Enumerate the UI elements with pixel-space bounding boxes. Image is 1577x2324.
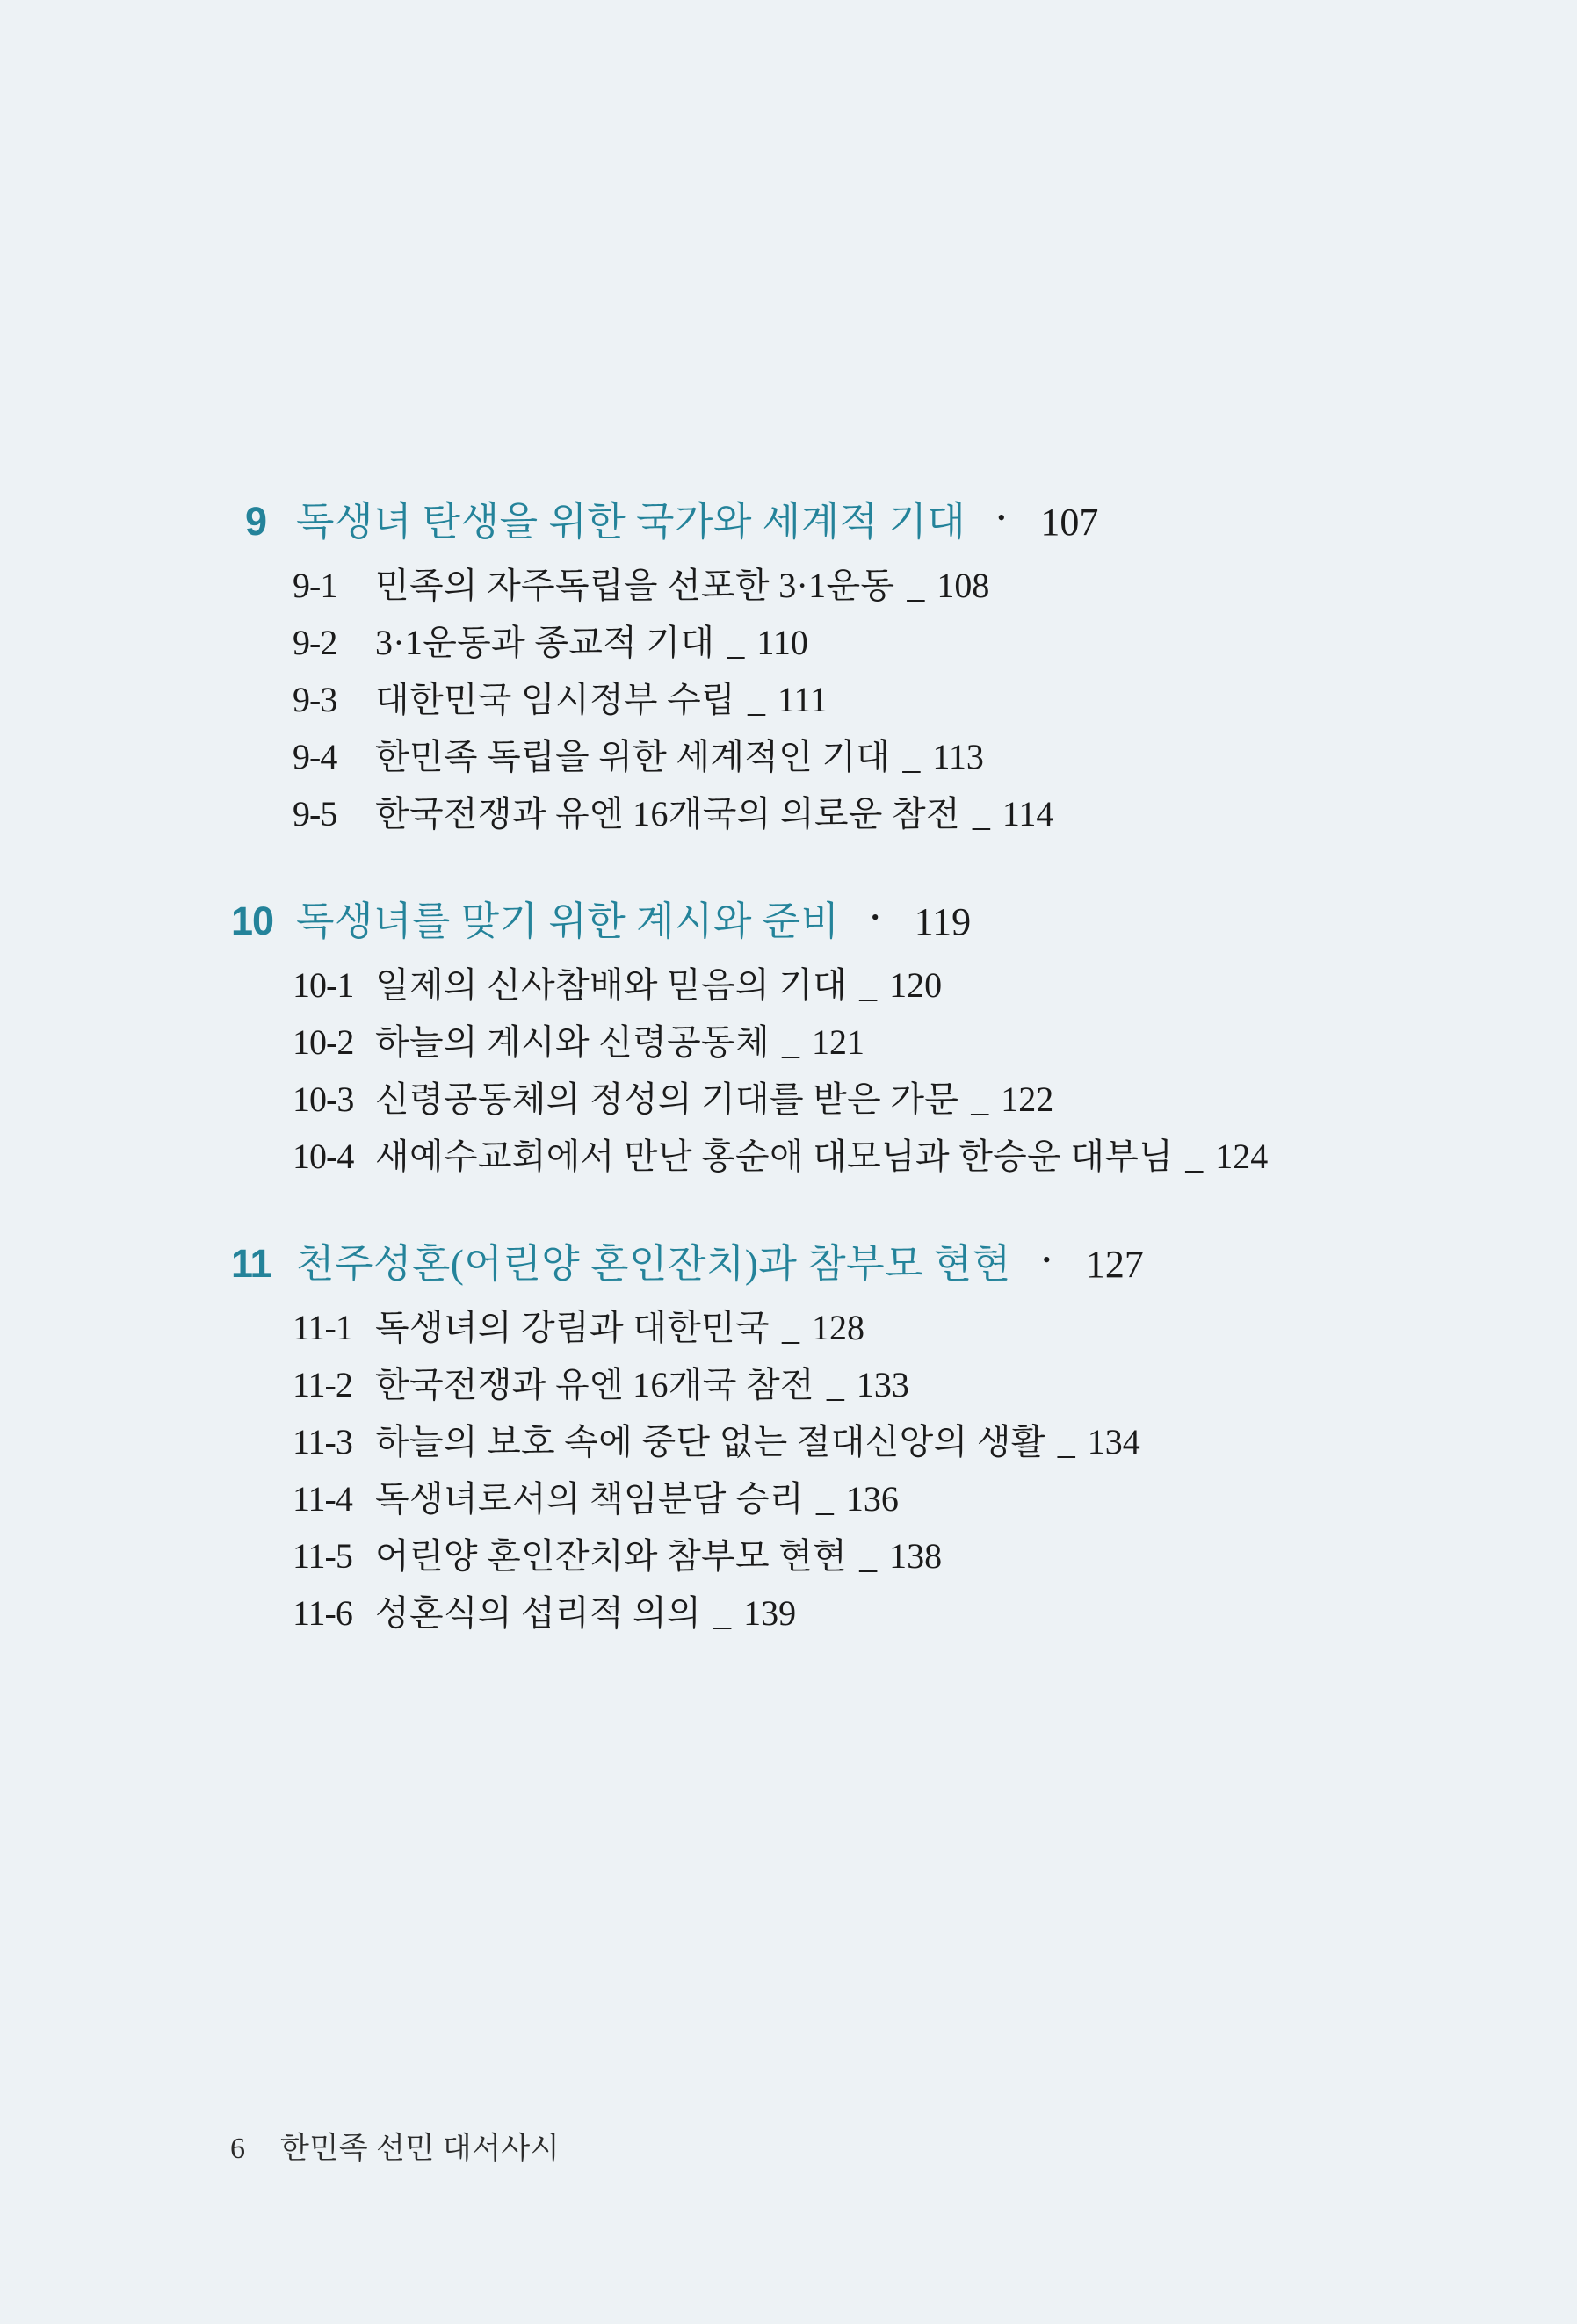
entry-page-number: 139	[743, 1593, 797, 1633]
toc-entry	[293, 1129, 1472, 1186]
bullet-separator: •	[871, 905, 879, 930]
entry-page-number: 120	[889, 965, 943, 1005]
section-number: 9	[244, 499, 266, 544]
entry-number: 9-2	[293, 623, 337, 662]
underscore-separator: _	[727, 623, 745, 662]
entry-number: 10-1	[293, 965, 354, 1005]
toc-entry	[293, 1014, 1472, 1072]
entry-number: 9-4	[293, 737, 337, 776]
section-title: 독생녀를 맞기 위한 계시와 준비	[296, 899, 840, 943]
toc-section-11	[231, 1231, 1472, 1642]
entry-number: 11-2	[293, 1365, 352, 1404]
entry-page-number: 122	[1001, 1079, 1054, 1119]
underscore-separator: _	[972, 794, 990, 834]
entry-title: 새예수교회에서 만난 홍순애 대모님과 한승운 대부님	[375, 1137, 1174, 1176]
section-number: 10	[231, 899, 274, 943]
toc-entry	[293, 1471, 1472, 1528]
underscore-separator: _	[781, 1308, 799, 1347]
section-page-number: 119	[914, 900, 972, 943]
entry-title: 3·1운동과 종교적 기대	[375, 623, 715, 662]
toc-entry	[293, 1072, 1472, 1129]
entry-page-number: 114	[1002, 794, 1054, 834]
entry-page-number: 133	[856, 1365, 909, 1404]
entry-title: 일제의 신사참배와 믿음의 기대	[375, 965, 848, 1005]
entry-page-number: 136	[845, 1479, 899, 1519]
table-of-contents	[231, 489, 1472, 1688]
entry-number: 9-1	[293, 566, 337, 605]
entry-page-number: 121	[811, 1022, 864, 1062]
underscore-separator: _	[859, 965, 878, 1005]
section-number: 11	[231, 1241, 271, 1286]
toc-entry	[293, 558, 1472, 615]
entry-title: 한국전쟁과 유엔 16개국의 의로운 참전	[375, 794, 960, 834]
underscore-separator: _	[826, 1365, 844, 1404]
footer-page-number: 6	[230, 2133, 245, 2165]
underscore-separator: _	[815, 1479, 834, 1519]
entry-number: 11-4	[293, 1479, 352, 1519]
footer-book-title: 한민족 선민 대서사시	[280, 2133, 561, 2165]
toc-section-10	[231, 889, 1472, 1186]
toc-entry	[293, 615, 1472, 672]
underscore-separator: _	[1185, 1137, 1204, 1176]
section-page-number: 127	[1085, 1243, 1144, 1286]
entry-title: 한국전쟁과 유엔 16개국 참전	[375, 1365, 814, 1404]
entry-number: 9-3	[293, 680, 337, 719]
entry-title: 한민족 독립을 위한 세계적인 기대	[375, 737, 891, 776]
entry-title: 성혼식의 섭리적 의의	[375, 1593, 702, 1633]
toc-section-9	[231, 489, 1472, 843]
underscore-separator: _	[859, 1536, 878, 1576]
underscore-separator: _	[713, 1593, 732, 1633]
bullet-separator: •	[1042, 1247, 1051, 1273]
toc-entry	[293, 957, 1472, 1014]
entry-page-number: 110	[756, 623, 808, 662]
toc-entry	[293, 1357, 1472, 1414]
entry-number: 11-3	[293, 1422, 352, 1462]
section-title: 독생녀 탄생을 위한 국가와 세계적 기대	[296, 500, 966, 544]
bullet-separator: •	[997, 505, 1006, 530]
entry-page-number: 124	[1215, 1137, 1269, 1176]
entry-title: 대한민국 임시정부 수립	[375, 680, 735, 719]
entry-title: 신령공동체의 정성의 기대를 받은 가문	[375, 1079, 959, 1119]
toc-entry	[293, 786, 1472, 843]
underscore-separator: _	[971, 1079, 989, 1119]
toc-entry	[293, 1585, 1472, 1642]
entry-number: 11-5	[293, 1536, 352, 1576]
entry-number: 10-4	[293, 1137, 354, 1176]
entry-page-number: 111	[778, 680, 828, 719]
underscore-separator: _	[902, 737, 921, 776]
underscore-separator: _	[907, 566, 925, 605]
entry-number: 11-6	[293, 1593, 352, 1633]
entry-title: 어린양 혼인잔치와 참부모 현현	[375, 1536, 848, 1576]
entry-number: 9-5	[293, 794, 337, 834]
section-heading	[231, 1231, 1472, 1289]
toc-entry	[293, 729, 1472, 786]
entry-title: 독생녀로서의 책임분담 승리	[375, 1479, 804, 1519]
section-title: 천주성혼(어린양 혼인잔치)과 참부모 현현	[296, 1242, 1011, 1286]
section-page-number: 107	[1040, 501, 1099, 544]
entry-page-number: 108	[937, 566, 990, 605]
entry-page-number: 113	[932, 737, 984, 776]
section-heading	[231, 489, 1472, 547]
toc-entry	[293, 1528, 1472, 1585]
section-heading	[231, 889, 1472, 947]
entry-number: 10-3	[293, 1079, 354, 1119]
underscore-separator: _	[748, 680, 765, 719]
toc-entry	[293, 672, 1472, 729]
entry-page-number: 134	[1087, 1422, 1140, 1462]
entry-number: 11-1	[293, 1308, 352, 1347]
toc-entry	[293, 1414, 1472, 1471]
underscore-separator: _	[1057, 1422, 1075, 1462]
entry-page-number: 138	[889, 1536, 943, 1576]
entry-title: 독생녀의 강림과 대한민국	[375, 1308, 770, 1347]
entry-title: 하늘의 계시와 신령공동체	[375, 1022, 770, 1062]
entry-number: 10-2	[293, 1022, 354, 1062]
underscore-separator: _	[781, 1022, 799, 1062]
entry-title: 민족의 자주독립을 선포한 3·1운동	[375, 566, 895, 605]
toc-entry	[293, 1300, 1472, 1357]
entry-title: 하늘의 보호 속에 중단 없는 절대신앙의 생활	[375, 1422, 1045, 1462]
page-footer	[230, 2124, 560, 2167]
entry-page-number: 128	[811, 1308, 864, 1347]
